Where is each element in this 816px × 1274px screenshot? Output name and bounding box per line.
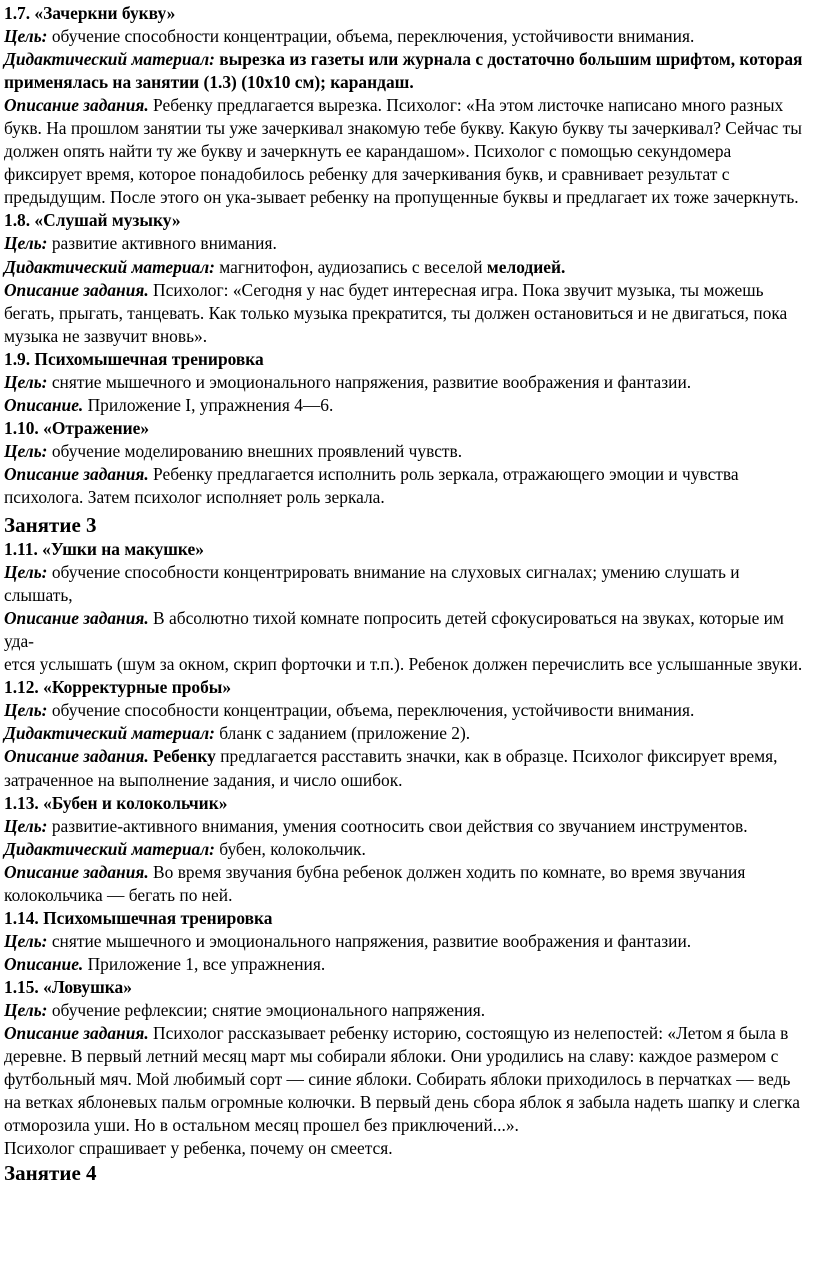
description-text-bold: Ребенку xyxy=(148,746,216,767)
description-paragraph-1-13 xyxy=(4,861,810,907)
goal-label: Цель: xyxy=(4,700,48,721)
material-paragraph-1-7 xyxy=(4,48,810,94)
description-paragraph-1-10 xyxy=(4,463,810,509)
goal-text: снятие мышечного и эмоционального напряжения, развитие воображения и фантазии. xyxy=(47,930,692,951)
goal-paragraph-1-8 xyxy=(4,232,810,255)
description-continuation-1-11: ется услышать (шум за окном, скрип форточки и т.п.). Ребенок должен перечислить все услышанные звуки. xyxy=(4,654,803,675)
lesson-heading-4: Занятие 4 xyxy=(4,1161,97,1186)
description-text: Ребенку предлагается вырезка. Психолог: «На этом листочке написано много разных букв. На прошлом занятии ты уже зачеркивал знакомую тебе букву. Какую букву ты зачеркивал? Сейчас ты должен опять найти ту же букву и зачеркнуть ее карандашом». Психолог с помощью секундомера фиксирует время, которое понадобилось ребенку для зачеркивания букв, и сравнивает результат с предыдущим. После этого он ука-зывает ребенку на пропущенные буквы и предлагает их тоже зачеркнуть. xyxy=(4,95,802,208)
goal-text: обучение способности концентрации, объема, переключения, устойчивости внимания. xyxy=(47,700,695,721)
description-label: Описание задания. xyxy=(4,746,149,767)
description-text: Ребенку предлагается исполнить роль зеркала, отражающего эмоции и чувства психолога. Затем психолог исполняет роль зеркала. xyxy=(4,463,739,507)
material-label: Дидактический материал: xyxy=(4,838,215,859)
material-text: бланк с заданием (приложение 2). xyxy=(214,723,471,744)
goal-text: обучение моделированию внешних проявлений чувств. xyxy=(47,440,463,461)
description-text: Психолог рассказывает ребенку историю, состоящую из нелепостей: «Летом я была в деревне. В первый летний месяц март мы собирали яблоки. Они уродились на славу: каждое размером с футбольный мяч. Мой любимый сорт — синие яблоки. Собирать яблоки приходилось в перчатках — ведь на ветках яблоневых пальм огромные колючки. В первый день сбора яблок я забыла надеть шапку и слегка отморозила уши. Но в остальном месяц прошел без приключений...». xyxy=(4,1023,800,1136)
goal-paragraph-1-14 xyxy=(4,930,810,953)
description-label: Описание. xyxy=(4,953,84,974)
goal-label: Цель: xyxy=(4,440,48,461)
goal-paragraph-1-11 xyxy=(4,561,810,607)
goal-text: обучение способности концентрации, объема, переключения, устойчивости внимания. xyxy=(47,26,695,47)
section-title-1-10: 1.10. «Отражение» xyxy=(4,417,150,438)
goal-text: снятие мышечного и эмоционального напряжения, развитие воображения и фантазии. xyxy=(47,371,692,392)
goal-label: Цель: xyxy=(4,999,48,1020)
goal-paragraph-1-9 xyxy=(4,371,810,394)
description-paragraph-1-8 xyxy=(4,279,810,348)
material-label: Дидактический материал: xyxy=(4,49,215,70)
description-paragraph-1-11 xyxy=(4,607,810,653)
description-label: Описание. xyxy=(4,394,84,415)
goal-text: развитие-активного внимания, умения соотносить свои действия со звучанием инструментов. xyxy=(47,815,748,836)
description-text: Во время звучания бубна ребенок должен ходить по комнате, во время звучания колокольчика — бегать по ней. xyxy=(4,861,746,905)
goal-paragraph-1-7 xyxy=(4,25,810,48)
material-paragraph-1-12 xyxy=(4,722,810,745)
description-paragraph-1-7 xyxy=(4,94,810,209)
lesson-heading-3: Занятие 3 xyxy=(4,513,97,538)
description-paragraph-1-12 xyxy=(4,745,810,791)
section-title-1-11: 1.11. «Ушки на макушке» xyxy=(4,539,204,560)
goal-paragraph-1-10 xyxy=(4,440,810,463)
material-text: магнитофон, аудиозапись с веселой xyxy=(214,256,487,277)
section-title-1-12: 1.12. «Корректурные пробы» xyxy=(4,677,232,698)
description-label: Описание задания. xyxy=(4,861,149,882)
description-text: Приложение 1, все упражнения. xyxy=(83,953,326,974)
goal-label: Цель: xyxy=(4,233,48,254)
goal-text: обучение рефлексии; снятие эмоционального напряжения. xyxy=(47,999,486,1020)
description-text: Психолог: «Сегодня у нас будет интересная игра. Пока звучит музыка, ты можешь бегать, прыгать, танцевать. Как только музыка прекратится, ты должен остановиться и не двигаться, пока музыка не зазвучит вновь». xyxy=(4,279,788,346)
material-text: бубен, колокольчик. xyxy=(214,838,366,859)
description-text: В абсолютно тихой комнате попросить детей сфокусироваться на звуках, которые им уда- xyxy=(4,608,784,652)
description-text: Приложение I, упражнения 4—6. xyxy=(83,394,334,415)
section-title-1-15: 1.15. «Ловушка» xyxy=(4,976,132,997)
section-title-1-7: 1.7. «Зачеркни букву» xyxy=(4,3,176,23)
goal-paragraph-1-15 xyxy=(4,999,810,1022)
question-paragraph-1-15: Психолог спрашивает у ребенка, почему он смеется. xyxy=(4,1138,393,1159)
description-label: Описание задания. xyxy=(4,608,149,629)
goal-text: развитие активного внимания. xyxy=(47,233,277,254)
material-label: Дидактический материал: xyxy=(4,723,215,744)
material-paragraph-1-8 xyxy=(4,256,810,279)
goal-label: Цель: xyxy=(4,562,48,583)
description-text: предлагается расставить значки, как в образце. Психолог фиксирует время, затраченное на выполнение задания, и число ошибок. xyxy=(4,746,778,790)
description-label: Описание задания. xyxy=(4,463,149,484)
material-text-bold: мелодией. xyxy=(486,256,566,277)
goal-label: Цель: xyxy=(4,930,48,951)
goal-label: Цель: xyxy=(4,815,48,836)
goal-label: Цель: xyxy=(4,26,48,47)
goal-label: Цель: xyxy=(4,371,48,392)
material-text: вырезка из газеты или журнала с достаточно большим шрифтом, которая применялась на занятии (1.3) (10x10 см); карандаш. xyxy=(4,49,803,93)
material-label: Дидактический материал: xyxy=(4,256,215,277)
description-paragraph-1-9 xyxy=(4,394,810,417)
description-label: Описание задания. xyxy=(4,1023,149,1044)
description-paragraph-1-15 xyxy=(4,1022,810,1137)
material-paragraph-1-13 xyxy=(4,838,810,861)
goal-paragraph-1-13 xyxy=(4,815,810,838)
description-label: Описание задания. xyxy=(4,95,149,116)
section-title-1-9: 1.9. Психомышечная тренировка xyxy=(4,348,264,369)
section-title-1-14: 1.14. Психомышечная тренировка xyxy=(4,907,273,928)
section-title-1-8: 1.8. «Слушай музыку» xyxy=(4,210,181,231)
goal-text: обучение способности концентрировать внимание на слуховых сигналах; умению слушать и слышать, xyxy=(4,562,740,606)
goal-paragraph-1-12 xyxy=(4,699,810,722)
description-paragraph-1-14 xyxy=(4,953,810,976)
section-title-1-13: 1.13. «Бубен и колокольчик» xyxy=(4,792,228,813)
description-label: Описание задания. xyxy=(4,279,149,300)
